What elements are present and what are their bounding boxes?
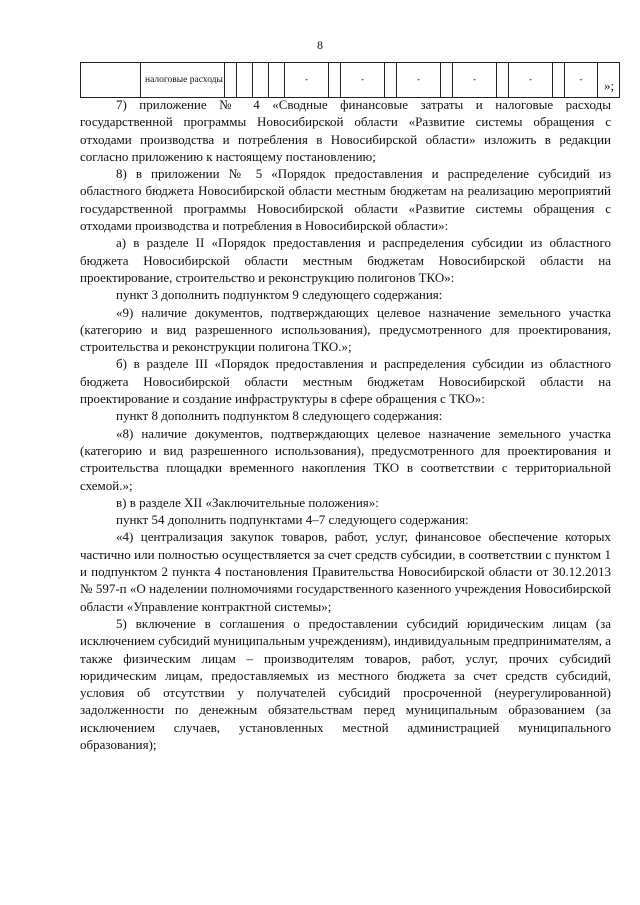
table-cell	[269, 63, 285, 98]
table-cell	[385, 63, 397, 98]
table-cell: -	[397, 63, 441, 98]
row-label: налоговые расходы	[141, 63, 225, 98]
paragraph: в) в разделе XII «Заключительные положения»:	[116, 494, 379, 510]
table-cell	[225, 63, 237, 98]
table-cell: -	[341, 63, 385, 98]
paragraph: 5) включение в соглашения о предоставлении субсидий юридическим лицам (за исключением субсидий муниципальным учреждениям), индивидуальным предпринимателям, а также физическим лицам – производителям товаров, работ, услуг, прочих субсидий юридическим лицам, предоставляемых из местного бюджета за счет средств субсидий, условия об отсутствии у получателей субсидий просроченной (неурегулированной) задолженности по денежным обязательствам перед муниципальным образованием (за исключением случаев, установленных местной администрацией муниципального образования);	[80, 615, 611, 752]
paragraph: а) в разделе II «Порядок предоставления и распределения субсидии из областного бюджета Новосибирской области местным бюджетам Новосибирской области на проектирование, строительство и реконструкцию полигонов ТКО»:	[80, 235, 611, 285]
page-number: 8	[317, 38, 323, 52]
table-cell	[497, 63, 509, 98]
table-cell	[237, 63, 253, 98]
paragraph: пункт 8 дополнить подпунктом 8 следующего содержания:	[116, 408, 443, 424]
paragraph: «9) наличие документов, подтверждающих целевое назначение земельного участка (категорию и вид разрешенного использования), предусмотренного для проектирования, строительства и реконструкции полигона ТКО.»;	[80, 304, 611, 355]
table-fragment	[80, 62, 620, 98]
document-body	[80, 96, 611, 753]
table-cell: -	[509, 63, 553, 98]
table-cell	[553, 63, 565, 98]
table-cell	[253, 63, 269, 98]
table-cell	[441, 63, 453, 98]
closing-quote: »;	[604, 78, 615, 93]
paragraph: «8) наличие документов, подтверждающих целевое назначение земельного участка (категорию и вид разрешенного использования), предусмотренного для проектирования и строительства площадки временного накопления ТКО в соответствии с территориальной схемой.»;	[80, 425, 611, 493]
paragraph: б) в разделе III «Порядок предоставления и распределения субсидии из областного бюджета Новосибирской области местным бюджетам Новосибирской области на проектирование и создание инфраструктуры в сфере обращения с ТКО»:	[80, 356, 611, 407]
table-cell	[81, 63, 141, 98]
paragraph: «4) централизация закупок товаров, работ, услуг, финансовое обеспечение которых частично или полностью осуществляется за счет средств субсидии, в соответствии с пунктом 1 и подпунктом 2 пункта 4 постановления Правительства Новосибирской области от 30.12.2013 № 597-п «О наделении полномочиями государственного казенного учреждения Новосибирской области «Управление контрактной системы»;	[80, 529, 611, 614]
paragraph: пункт 3 дополнить подпунктом 9 следующего содержания:	[116, 287, 443, 303]
table-row	[81, 63, 620, 98]
table-cell	[329, 63, 341, 98]
table-cell: -	[453, 63, 497, 98]
table-cell: -	[565, 63, 598, 98]
table-cell: -	[285, 63, 329, 98]
paragraph: 7) приложение № 4 «Сводные финансовые затраты и налоговые расходы государственной программы Новосибирской области «Развитие системы обращения с отходами производства и потребления в Новосибирской области» изложить в редакции согласно приложению к настоящему постановлению;	[80, 97, 611, 164]
paragraph: пункт 54 дополнить подпунктами 4–7 следующего содержания:	[116, 512, 469, 528]
paragraph: 8) в приложении № 5 «Порядок предоставления и распределение субсидий из областного бюджета Новосибирской области местным бюджетам на реализацию мероприятий государственной программы Новосибирской области «Развитие системы обращения с отходами производства и потребления в Новосибирской области»:	[80, 166, 611, 234]
